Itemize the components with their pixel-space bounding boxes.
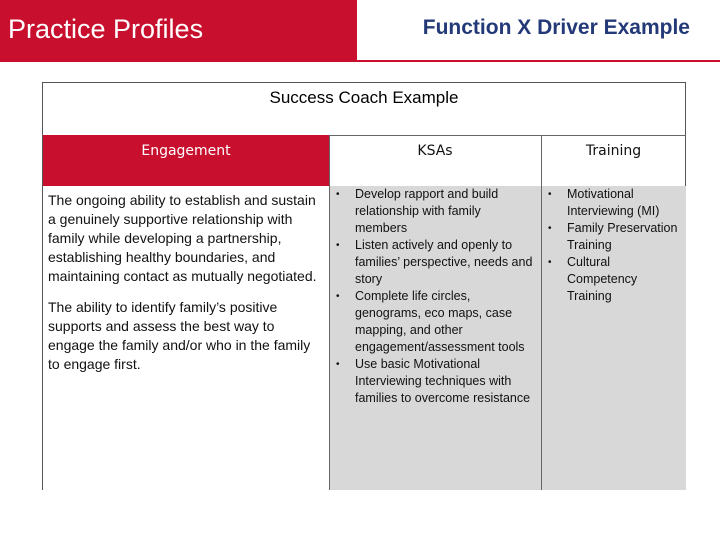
success-coach-table — [42, 82, 686, 490]
engagement-cell — [43, 186, 329, 490]
ksa-list — [329, 186, 541, 407]
bullet-icon: • — [336, 189, 340, 200]
ksa-item-text: Use basic Motivational Interviewing techniques with families to overcome resistance — [355, 357, 531, 405]
list-item — [329, 288, 541, 356]
bullet-icon: • — [336, 291, 340, 302]
table-caption: Success Coach Example — [269, 88, 459, 107]
column-header-engagement: Engagement — [43, 135, 329, 186]
ksa-item-text: Listen actively and openly to families’ perspective, needs and story — [355, 238, 533, 286]
list-item — [329, 356, 541, 407]
engagement-paragraph: The ongoing ability to establish and sustain a genuinely supportive relationship with family while developing a partnership, establishing healthy boundaries, and maintaining contact as mutually negotiated. — [48, 192, 317, 284]
bullet-icon: • — [336, 359, 340, 370]
bullet-icon: • — [548, 223, 552, 234]
list-item — [329, 186, 541, 237]
training-item-text: Family Preservation Training — [567, 221, 678, 252]
engagement-paragraph: The ability to identify family’s positive supports and assess the best way to engage the family and/or who in the family to engage first. — [48, 299, 311, 372]
bullet-icon: • — [548, 257, 552, 268]
bullet-icon: • — [548, 189, 552, 200]
list-item — [541, 186, 686, 220]
training-item-text: Motivational Interviewing (MI) — [567, 187, 660, 218]
column-divider — [541, 135, 542, 490]
ksa-item-text: Complete life circles, genograms, eco maps, case mapping, and other engagement/assessment tools — [355, 289, 525, 354]
column-header-ksas: KSAs — [417, 143, 453, 159]
training-list — [541, 186, 686, 305]
page-subtitle: Function X Driver Example — [422, 16, 690, 39]
column-divider — [329, 135, 330, 490]
title-block — [0, 0, 357, 60]
training-cell — [541, 186, 686, 490]
training-item-text: Cultural Competency Training — [567, 255, 638, 303]
bullet-icon: • — [336, 240, 340, 251]
list-item — [541, 254, 686, 305]
ksa-item-text: Develop rapport and build relationship with family members — [355, 187, 499, 235]
list-item — [329, 237, 541, 288]
page-title: Practice Profiles — [8, 14, 204, 44]
list-item — [541, 220, 686, 254]
ksas-cell — [329, 186, 541, 490]
column-header-training: Training — [585, 143, 642, 159]
header-rule — [0, 60, 720, 62]
